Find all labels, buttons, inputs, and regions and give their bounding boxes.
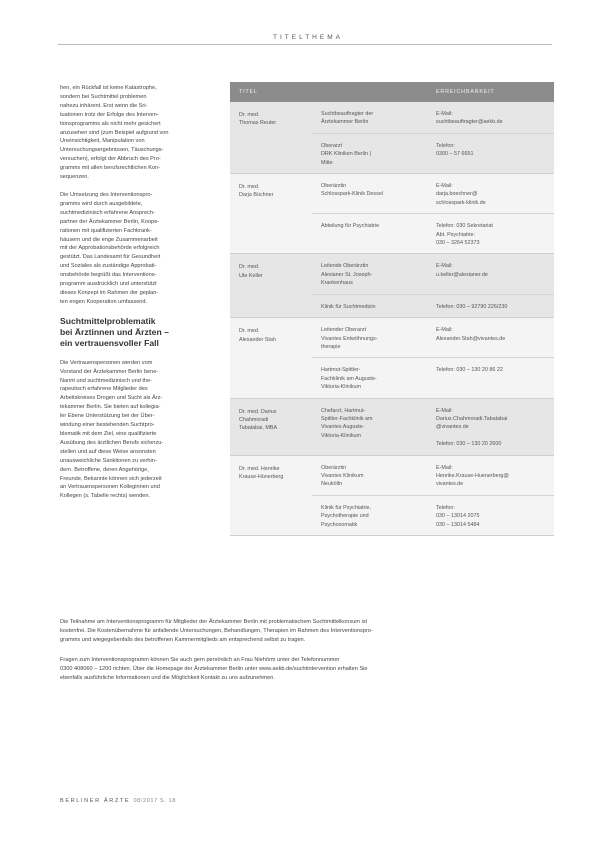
text-line: Klinik für Psychiatrie,: [321, 504, 372, 511]
person-name: [230, 399, 312, 455]
text-line: ler Ebene Unterstützung bei der Über-: [60, 413, 155, 420]
text-line: Die Vertrauenspersonen werden vom: [60, 359, 153, 366]
text-line: Telefon: 030 – 92790 226/230: [436, 303, 508, 310]
person-name: [230, 102, 312, 173]
header-cell-title: TITEL: [239, 89, 258, 95]
entry: [312, 213, 554, 253]
text-line: Telefon:: [436, 142, 455, 149]
role-cell: [312, 174, 427, 213]
table-row: [230, 456, 554, 536]
text-line: Chefarzt, Hartmut-: [321, 407, 366, 414]
text-line: tekammer Berlin. Sie bieten auf kollegia-: [60, 404, 161, 411]
table-row: [230, 254, 554, 318]
text-line: ten engen Kooperation umfassend.: [60, 298, 148, 305]
text-line: Die Teilnahme am Interventionsprogramm für Mitglieder der Ärztekammer Berlin mit problematischem Suchtmittelkonsum ist: [60, 619, 368, 625]
bottom-paragraph-1: [60, 618, 555, 645]
text-line: Leitender Oberarzt: [321, 327, 366, 334]
text-line: Die Umsetzung des Interventionspro-: [60, 191, 153, 198]
person-name: [230, 456, 312, 535]
contact-cell: [427, 456, 554, 495]
text-line: Abt. Psychiatrie:: [436, 231, 475, 238]
entry: [312, 495, 554, 535]
role-cell: [312, 456, 427, 495]
person-name: [230, 318, 312, 397]
text-line: sondern bei Suchtmittel problemen: [60, 93, 147, 100]
text-line: mit der Approbationsbehörde erfolgreich: [60, 245, 160, 252]
text-line: 030 – 3264 52373: [436, 240, 480, 247]
text-line: Uneinsichtigkeit, Manipulation von: [60, 138, 145, 145]
text-line: schlosspark-klinik.de: [436, 199, 486, 206]
contact-cell: [427, 295, 554, 317]
bottom-text: [60, 618, 555, 693]
row-entries: [312, 174, 554, 253]
row-entries: [312, 318, 554, 397]
contact-cell: [427, 496, 554, 535]
role-cell: [312, 254, 427, 293]
section-title: TITELTHEMA: [265, 34, 351, 41]
text-line: Alexander.Stah@vivantes.de: [436, 335, 506, 342]
text-line: dieses Konzept im Rahmen der geplan-: [60, 289, 159, 296]
text-line: suchtbeauftragter@aekb.de: [436, 119, 503, 126]
text-line: unausweichliche Sanktionen zu verhin-: [60, 457, 157, 464]
contact-cell: [427, 399, 554, 455]
text-line: Vivantes Klinikum: [321, 472, 364, 479]
text-line: Dr. med.: [239, 112, 260, 118]
role-cell: [312, 102, 427, 133]
text-line: Freunde, Bekannte können sich jederzeit: [60, 475, 162, 482]
text-line: Tabatabai, MBA: [239, 425, 278, 432]
text-line: häusern und die enge Zusammenarbeit: [60, 236, 158, 243]
text-line: Telefon: 030 – 130 20 2600: [436, 441, 502, 448]
text-line: Abteilung für Psychiatrie: [321, 223, 380, 230]
row-entries: [312, 456, 554, 535]
text-line: Chahmoradi: [239, 416, 269, 423]
text-line: gramms mit allen berufsrechtlichen Kon-: [60, 165, 161, 172]
table-row: [230, 174, 554, 254]
text-line: Oberärztin: [321, 464, 347, 471]
text-line: Mitte: [321, 159, 333, 166]
entry: [312, 357, 554, 397]
bottom-paragraph-2: [60, 656, 555, 683]
text-line: Untersuchungsergebnissen, Täuschungs-: [60, 147, 164, 154]
text-line: Viktoria-Klinikum: [321, 432, 362, 439]
text-line: Darius.Chahmoradi.Tabatabai: [436, 415, 508, 422]
person-name: [230, 254, 312, 317]
text-line: Ute Keller: [239, 272, 263, 279]
table-row: [230, 318, 554, 398]
text-line: gestützt. Das Landesamt für Gesundheit: [60, 254, 161, 261]
text-line: Fachklinik am Auguste-: [321, 375, 377, 382]
text-line: Telefon: 030 Sekretariat: [436, 223, 493, 230]
paragraph-1: [60, 84, 222, 182]
text-line: Dr. med.: [239, 328, 260, 335]
text-line: Psychotherapie und: [321, 513, 369, 520]
role-cell: [312, 358, 427, 397]
contact-cell: [427, 174, 554, 213]
text-line: Fragen zum Interventionsprogramm können Sie auch gern persönlich an Frau Niehörm unter der Telefonnummer: [60, 656, 340, 663]
text-line: Ausübung des ärztlichen Berufs sicherzu-: [60, 439, 164, 446]
text-line: stellen und auf diese Weise ansonsten: [60, 448, 156, 455]
role-cell: [312, 399, 427, 455]
text-line: Vorstand der Ärztekammer Berlin bene-: [60, 368, 159, 375]
entry: [312, 254, 554, 293]
text-line: E-Mail:: [436, 111, 453, 117]
row-entries: [312, 102, 554, 173]
role-cell: [312, 318, 427, 357]
text-line: kostenfrei. Die Kostenübernahme für anfallende Untersuchungen, Behandlungen, Therapien im Rahmen des Interventionspro-: [60, 627, 373, 634]
text-line: DRK Kliniken Berlin |: [321, 151, 371, 158]
contact-cell: [427, 134, 554, 173]
text-line: Schlosspark-Klinik Dessel: [321, 191, 384, 198]
text-line: versuchen), erfolgt der Abbruch des Pro-: [60, 156, 161, 163]
magazine-name: BERLINER ÄRZTE: [60, 798, 131, 804]
text-line: Hartmut-Spittler-: [321, 367, 361, 374]
text-line: onsbehörde begrüßt das Interventions-: [60, 272, 157, 279]
text-line: E-Mail:: [436, 464, 453, 471]
row-entries: [312, 254, 554, 317]
entry: [312, 399, 554, 455]
header-cell-contact: ERREICHBARKEIT: [436, 89, 495, 95]
section-heading: [60, 316, 222, 349]
text-line: Oberärztin: [321, 183, 347, 190]
role-cell: [312, 496, 427, 535]
role-cell: [312, 214, 427, 253]
role-cell: [312, 134, 427, 173]
entry: [312, 102, 554, 133]
entry: [312, 294, 554, 317]
text-line: Dr. med. Henrike: [239, 465, 280, 472]
text-line: 030 – 13014 2075: [436, 513, 480, 520]
table-row: [230, 102, 554, 174]
row-entries: [312, 399, 554, 455]
text-line: 030 – 13014 5484: [436, 521, 480, 528]
table-body: [230, 102, 554, 536]
page-footer: [60, 798, 176, 804]
text-line: Suchtbeauftragter der: [321, 111, 374, 117]
text-line: Nannt und suchtmedizinisch und the-: [60, 377, 153, 384]
text-line: ein vertrauensvoller Fall: [60, 337, 159, 348]
text-line: E-Mail:: [436, 183, 453, 190]
entry: [312, 133, 554, 173]
text-line: hen, ein Rückfall ist keine Katastrophe,: [60, 85, 157, 91]
text-line: Suchtmittelproblematik: [60, 315, 156, 326]
text-line: Telefon: 030 – 130 20 86 22: [436, 367, 503, 374]
text-line: gramms und wiegegebenfalls des betroffenen Kammermitglieds am entsprechend selbst zu tragen.: [60, 636, 306, 643]
text-line: Krankenhaus: [321, 280, 353, 287]
contact-cell: [427, 254, 554, 293]
text-line: Viktoria-Klinikum: [321, 384, 362, 391]
text-line: darja.boechner@: [436, 191, 478, 198]
text-line: gramms wird durch ausgebildete,: [60, 200, 143, 207]
text-line: Leitende Oberärztin: [321, 263, 369, 270]
text-line: an Vertrauenspersonen Kolleginnen und: [60, 484, 160, 491]
text-line: dern. Betroffene, deren Angehörige,: [60, 466, 149, 473]
text-line: Telefon:: [436, 504, 455, 511]
text-line: Henrike.Krause-Huenerberg@: [436, 472, 509, 479]
entry: [312, 318, 554, 357]
paragraph-3: [60, 359, 222, 502]
text-line: sequenzen.: [60, 174, 89, 181]
text-line: Klinik für Suchtmedizin: [321, 303, 376, 310]
left-column: [60, 84, 222, 510]
text-line: Krause-Hünerberg: [239, 473, 284, 480]
text-line: @vivantes.de: [436, 424, 469, 431]
text-line: Vivantes Auguste-: [321, 424, 365, 431]
text-line: und Soziales als zuständige Approbati-: [60, 263, 157, 270]
text-line: ebenfalls ausführliche Informationen und die Möglichkeit Kontakt zu uns aufzunehmen.: [60, 674, 275, 681]
text-line: therapie: [321, 343, 341, 350]
text-line: E-Mail:: [436, 407, 453, 414]
text-line: u.keller@alexianer.de: [436, 271, 488, 278]
header-rule: [58, 44, 552, 45]
text-line: Psychosomatik: [321, 521, 358, 528]
text-line: Thomas Reuter: [239, 120, 277, 127]
role-cell: [312, 295, 427, 317]
text-line: Darja Büchner: [239, 192, 274, 199]
text-line: blematik mit dem Ziel, eine qualifizierte: [60, 431, 157, 437]
entry: [312, 456, 554, 495]
table-row: [230, 399, 554, 456]
text-line: tionsprogramms als nicht mehr gesichert: [60, 120, 161, 127]
text-line: bei Ärztinnen und Ärzten –: [60, 326, 169, 337]
text-line: nahezu inhärent. Erst wenn die Sri-: [60, 102, 148, 109]
text-line: programm ausdrücklich und unterstützt: [60, 281, 157, 288]
text-line: Neukölln: [321, 481, 342, 488]
paragraph-2: [60, 191, 222, 307]
text-line: anzusehen sind (zum Beispiel aufgrund von: [60, 129, 169, 136]
text-line: Oberarzt: [321, 142, 342, 149]
entry: [312, 174, 554, 213]
text-line: vivantes.de: [436, 481, 464, 488]
text-line: Dr. med.: [239, 184, 260, 191]
text-line: tuationen trotz der Erfolge des Interven-: [60, 111, 159, 118]
text-line: rapeutisch erfahrene Mitglieder des: [60, 386, 148, 393]
text-line: Kollegen (s. Tabelle rechts) wenden.: [60, 493, 151, 500]
text-line: rationen mit qualifizierten Fachkrank-: [60, 227, 152, 234]
issue-info: 08/2017 S. 18: [133, 798, 177, 804]
text-line: Dr. med.: [239, 264, 260, 271]
text-line: 0300 – 57 6651: [436, 151, 474, 158]
text-line: E-Mail:: [436, 327, 453, 334]
person-name: [230, 174, 312, 253]
text-line: Arbeitskreises Drogen und Sucht als Ärz-: [60, 395, 163, 402]
text-line: [436, 432, 550, 440]
text-line: windung einer bestehenden Suchtpro-: [60, 422, 155, 429]
table-header: [230, 82, 554, 102]
text-line: 0300 408060 – 1200 richten. Über die Homepage der Ärztekammer Berlin unter www.aekb.de/suchtintervention erhalten Sie: [60, 665, 368, 672]
text-line: Alexianer St. Joseph-: [321, 271, 373, 278]
text-line: Spittler-Fachklinik am: [321, 415, 373, 422]
contact-table: [230, 82, 554, 536]
contact-cell: [427, 358, 554, 397]
text-line: Vivantes Entwöhnungs-: [321, 335, 378, 342]
text-line: Dr. med. Darius: [239, 408, 277, 415]
contact-cell: [427, 318, 554, 357]
text-line: E-Mail:: [436, 263, 453, 270]
text-line: partner der Ärztekammer Berlin, Koope-: [60, 218, 160, 225]
text-line: Ärztekammer Berlin: [321, 119, 369, 126]
contact-cell: [427, 102, 554, 133]
text-line: Alexander Stah: [239, 336, 276, 343]
contact-cell: [427, 214, 554, 253]
text-line: suchtmedizinisch erfahrene Ansprech-: [60, 209, 155, 216]
